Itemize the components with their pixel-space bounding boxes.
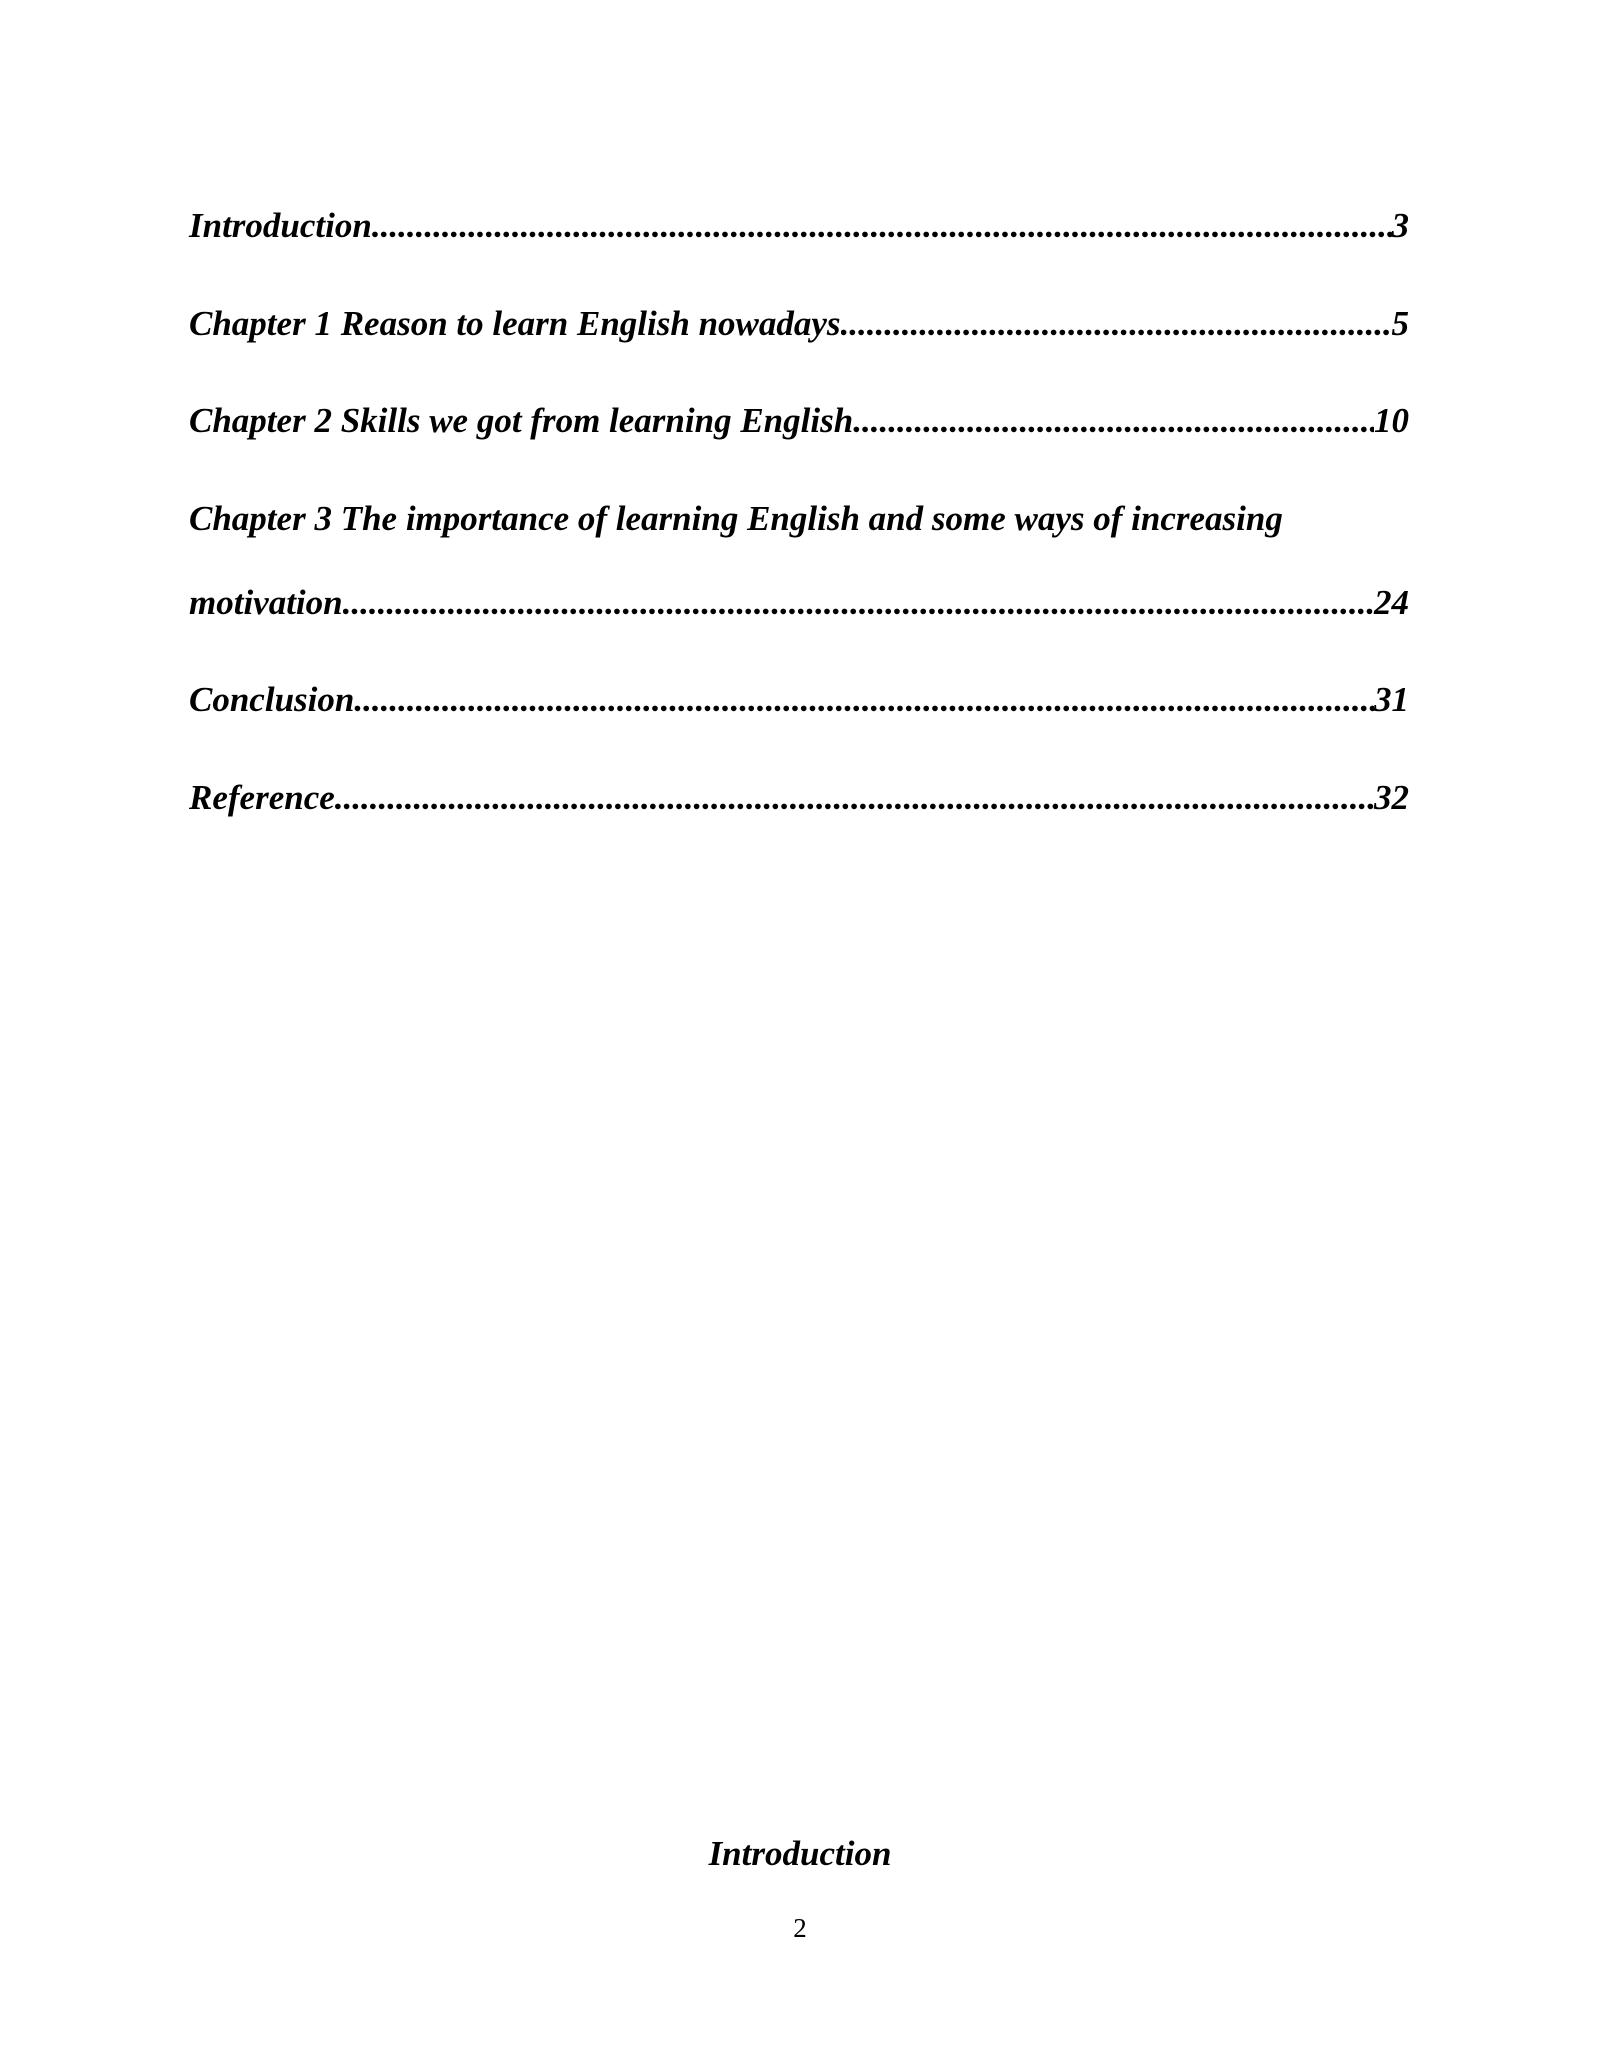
toc-entry-title-line1: Chapter 3 The importance of learning English and some ways of increasing — [189, 498, 1283, 538]
toc-entry-title: Conclusion — [189, 680, 355, 719]
toc-entry-page: 24 — [1374, 582, 1409, 622]
toc-entry-chapter-3[interactable] — [189, 498, 1409, 624]
toc-entry-chapter-1[interactable] — [189, 303, 1409, 345]
toc-entry-page: 3 — [1391, 206, 1409, 245]
toc-leader-dots — [372, 205, 1392, 247]
toc-leader-dots — [335, 777, 1374, 819]
toc-entry-title-line2: motivation — [189, 582, 343, 622]
toc-entry-page: 31 — [1374, 680, 1409, 719]
toc-entry-conclusion[interactable] — [189, 679, 1409, 721]
toc-leader-dots — [841, 303, 1392, 345]
toc-leader-dots — [853, 400, 1374, 442]
toc-entry-chapter-2[interactable] — [189, 400, 1409, 442]
toc-entry-page: 5 — [1391, 303, 1409, 343]
page-number: 2 — [793, 1913, 807, 1943]
toc-entry-reference[interactable] — [189, 777, 1409, 819]
toc-leader-dots — [343, 582, 1374, 624]
toc-entry-introduction[interactable] — [189, 205, 1409, 247]
toc-entry-title: Introduction — [189, 206, 372, 245]
section-heading-introduction: Introduction — [708, 1834, 892, 1873]
toc-leader-dots — [354, 679, 1374, 721]
table-of-contents — [189, 205, 1409, 874]
toc-entry-title: Reference — [189, 777, 335, 817]
toc-entry-title: Chapter 2 Skills we got from learning English — [189, 401, 854, 440]
toc-entry-title: Chapter 1 Reason to learn English nowadays — [189, 303, 841, 343]
toc-entry-page: 10 — [1374, 401, 1409, 440]
toc-entry-page: 32 — [1374, 777, 1409, 817]
